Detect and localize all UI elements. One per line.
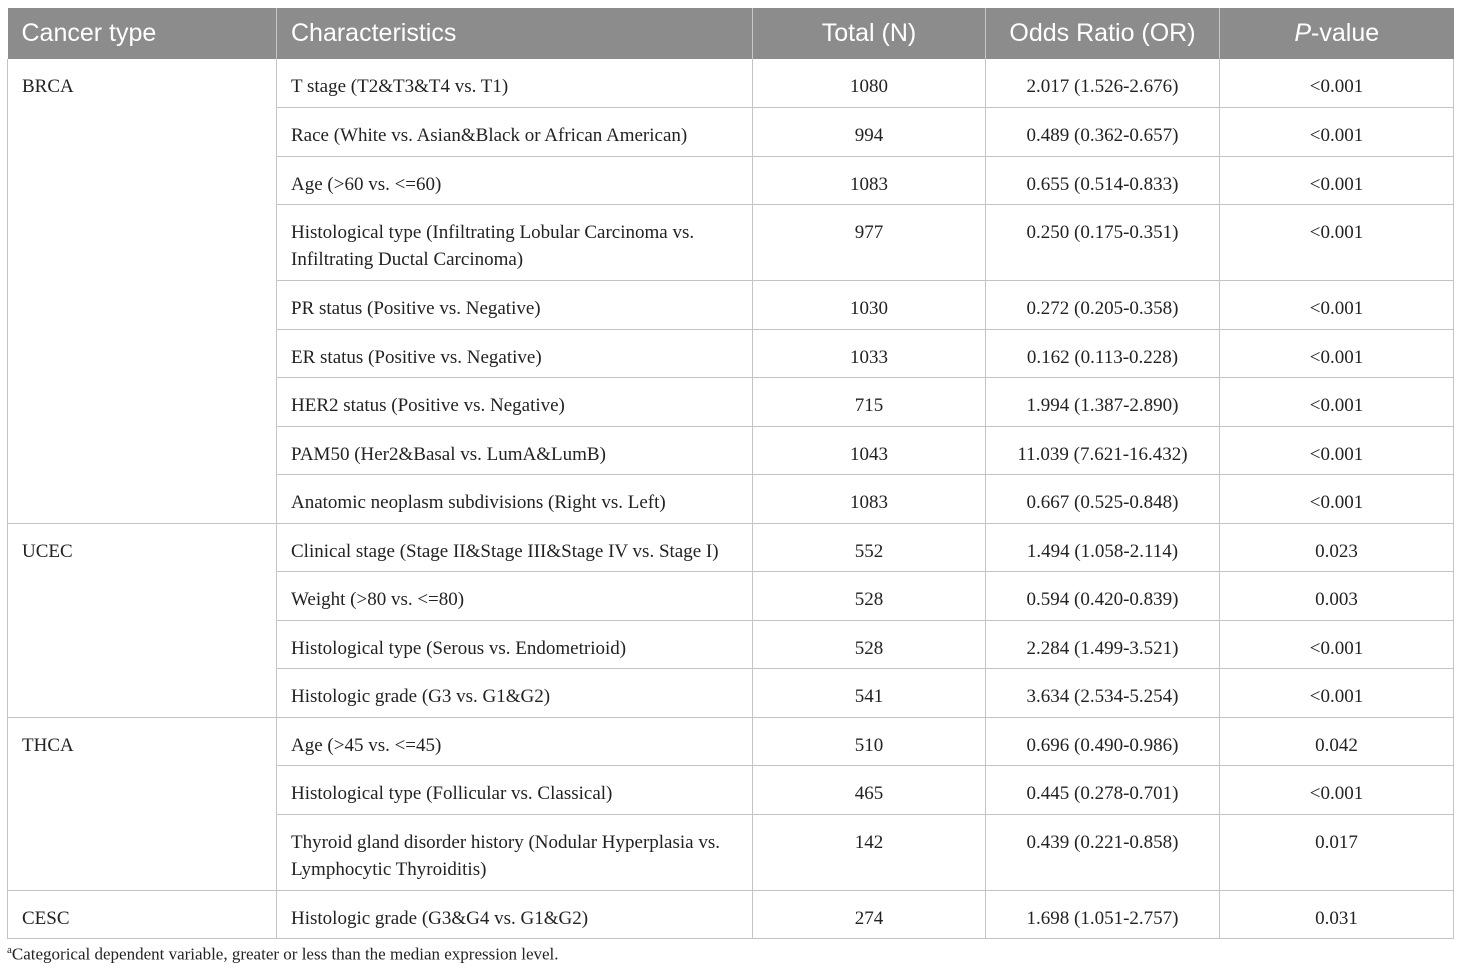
header-cancer-type: Cancer type [8, 8, 277, 59]
total-cell: 715 [753, 378, 986, 427]
p-value-cell: <0.001 [1220, 620, 1454, 669]
total-cell: 528 [753, 572, 986, 621]
p-value-cell: <0.001 [1220, 205, 1454, 281]
header-row [8, 8, 1454, 59]
group-cell-thca: THCA [8, 717, 277, 890]
total-cell: 510 [753, 717, 986, 766]
or-cell: 2.284 (1.499-3.521) [986, 620, 1220, 669]
characteristic-cell: Anatomic neoplasm subdivisions (Right vs. Left) [277, 475, 753, 524]
characteristic-cell: Age (>60 vs. <=60) [277, 156, 753, 205]
p-value-cell: <0.001 [1220, 475, 1454, 524]
p-value-cell: <0.001 [1220, 108, 1454, 157]
or-cell: 1.494 (1.058-2.114) [986, 523, 1220, 572]
characteristic-cell: Weight (>80 vs. <=80) [277, 572, 753, 621]
p-value-cell: 0.023 [1220, 523, 1454, 572]
total-cell: 1043 [753, 426, 986, 475]
group-cell-ucec: UCEC [8, 523, 277, 717]
p-value-cell: 0.042 [1220, 717, 1454, 766]
p-value-cell: <0.001 [1220, 281, 1454, 330]
characteristic-cell: ER status (Positive vs. Negative) [277, 329, 753, 378]
table-row [8, 59, 1454, 108]
p-value-cell: 0.031 [1220, 890, 1454, 939]
total-cell: 274 [753, 890, 986, 939]
characteristic-cell: Clinical stage (Stage II&Stage III&Stage IV vs. Stage I) [277, 523, 753, 572]
characteristic-cell: PR status (Positive vs. Negative) [277, 281, 753, 330]
header-odds-ratio: Odds Ratio (OR) [986, 8, 1220, 59]
or-cell: 0.439 (0.221-0.858) [986, 814, 1220, 890]
or-cell: 1.994 (1.387-2.890) [986, 378, 1220, 427]
p-value-cell: <0.001 [1220, 378, 1454, 427]
total-cell: 465 [753, 766, 986, 815]
header-p-italic: P [1294, 19, 1312, 47]
header-total: Total (N) [753, 8, 986, 59]
header-p-value [1220, 8, 1454, 59]
p-value-cell: <0.001 [1220, 669, 1454, 718]
characteristic-cell: T stage (T2&T3&T4 vs. T1) [277, 59, 753, 108]
footnote-text: Categorical dependent variable, greater or less than the median expression level. [11, 944, 559, 964]
or-cell: 0.445 (0.278-0.701) [986, 766, 1220, 815]
characteristic-cell: Histological type (Follicular vs. Classical) [277, 766, 753, 815]
or-cell: 0.489 (0.362-0.657) [986, 108, 1220, 157]
footnote-marker: a [7, 944, 12, 956]
total-cell: 1083 [753, 156, 986, 205]
total-cell: 1080 [753, 59, 986, 108]
characteristic-cell: HER2 status (Positive vs. Negative) [277, 378, 753, 427]
group-cell-brca: BRCA [8, 59, 277, 523]
p-value-cell: 0.003 [1220, 572, 1454, 621]
characteristic-cell: PAM50 (Her2&Basal vs. LumA&LumB) [277, 426, 753, 475]
total-cell: 552 [753, 523, 986, 572]
or-cell: 0.594 (0.420-0.839) [986, 572, 1220, 621]
total-cell: 541 [753, 669, 986, 718]
total-cell: 977 [753, 205, 986, 281]
characteristic-cell: Histologic grade (G3&G4 vs. G1&G2) [277, 890, 753, 939]
table-row [8, 523, 1454, 572]
p-value-cell: <0.001 [1220, 156, 1454, 205]
or-cell: 0.272 (0.205-0.358) [986, 281, 1220, 330]
p-value-cell: 0.017 [1220, 814, 1454, 890]
characteristic-cell: Age (>45 vs. <=45) [277, 717, 753, 766]
or-cell: 11.039 (7.621-16.432) [986, 426, 1220, 475]
footnote [7, 944, 559, 965]
total-cell: 142 [753, 814, 986, 890]
characteristic-cell: Histological type (Infiltrating Lobular Carcinoma vs. Infiltrating Ductal Carcinoma) [277, 205, 753, 281]
total-cell: 1030 [753, 281, 986, 330]
total-cell: 1033 [753, 329, 986, 378]
characteristic-cell: Histological type (Serous vs. Endometrioid) [277, 620, 753, 669]
characteristic-cell: Race (White vs. Asian&Black or African American) [277, 108, 753, 157]
or-cell: 0.655 (0.514-0.833) [986, 156, 1220, 205]
or-cell: 0.250 (0.175-0.351) [986, 205, 1220, 281]
p-value-cell: <0.001 [1220, 426, 1454, 475]
group-cell-cesc: CESC [8, 890, 277, 939]
total-cell: 1083 [753, 475, 986, 524]
total-cell: 528 [753, 620, 986, 669]
odds-ratio-table [7, 8, 1454, 939]
table-row [8, 890, 1454, 939]
or-cell: 3.634 (2.534-5.254) [986, 669, 1220, 718]
or-cell: 0.696 (0.490-0.986) [986, 717, 1220, 766]
p-value-cell: <0.001 [1220, 59, 1454, 108]
header-p-rest: -value [1311, 19, 1380, 47]
table-row [8, 717, 1454, 766]
p-value-cell: <0.001 [1220, 766, 1454, 815]
table-container [7, 8, 1453, 939]
or-cell: 1.698 (1.051-2.757) [986, 890, 1220, 939]
or-cell: 0.162 (0.113-0.228) [986, 329, 1220, 378]
characteristic-cell: Thyroid gland disorder history (Nodular Hyperplasia vs. Lymphocytic Thyroiditis) [277, 814, 753, 890]
header-characteristics: Characteristics [277, 8, 753, 59]
p-value-cell: <0.001 [1220, 329, 1454, 378]
total-cell: 994 [753, 108, 986, 157]
or-cell: 0.667 (0.525-0.848) [986, 475, 1220, 524]
or-cell: 2.017 (1.526-2.676) [986, 59, 1220, 108]
characteristic-cell: Histologic grade (G3 vs. G1&G2) [277, 669, 753, 718]
